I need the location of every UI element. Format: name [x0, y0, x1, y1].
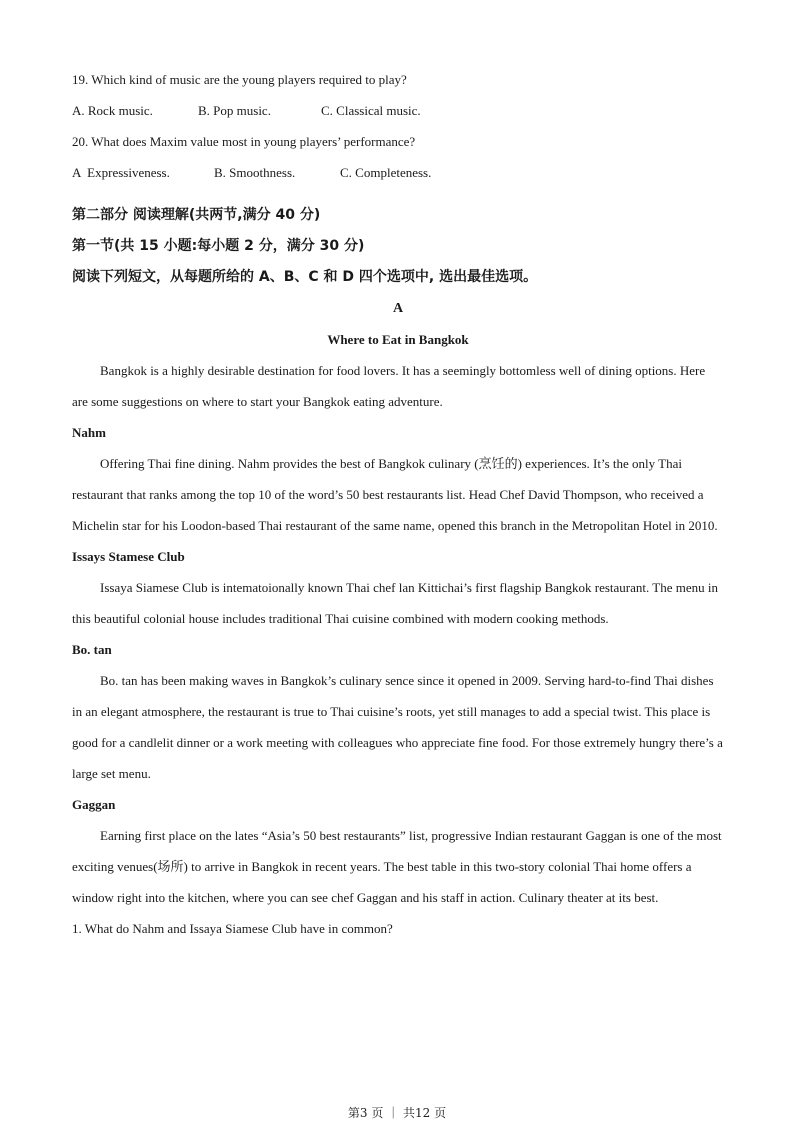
question-19-stem: 19. Which kind of music are the young players required to play?	[72, 72, 407, 87]
restaurant-text-gaggan: Earning first place on the lates “Asia’s 50 best restaurants” list, progressive Indian restaurant Gaggan is one of the most exciting venues(场所) to arrive in Bangkok in recent years. The best table in this two-story colonial Thai home offers a window right into the kitchen, where you can see chef Gaggan and his staff in action. Culinary theater at its best.	[72, 828, 722, 905]
question-20-options	[72, 157, 724, 188]
question-20-stem: 20. What does Maxim value most in young players’ performance?	[72, 134, 416, 149]
option-a: A Expressiveness.	[72, 165, 170, 180]
option-a: A. Rock music.	[72, 103, 153, 118]
exam-page	[72, 64, 724, 944]
restaurant-name-nahm: Nahm	[72, 425, 106, 440]
option-b: B. Smoothness.	[214, 165, 296, 180]
page-footer: 第3 页 ｜ 共12 页	[347, 1106, 447, 1120]
option-b: B. Pop music.	[198, 103, 271, 118]
restaurant-text-nahm: Offering Thai fine dining. Nahm provides the best of Bangkok culinary (烹饪的) experiences. It’s the only Thai restaurant that ranks among the top 10 of the word’s 50 best restaurants list. Head Chef David Thompson, who received a Michelin star for his Loodon-based Thai restaurant of the same name, opened this branch in the Metropolitan Hotel in 2010.	[72, 456, 718, 533]
restaurant-text-issaya: Issaya Siamese Club is intematoionally known Thai chef lan Kittichai’s first flagship Bangkok restaurant. The menu in this beautiful colonial house includes traditional Thai cuisine combined with modern cooking methods.	[72, 580, 718, 626]
option-c: C. Classical music.	[321, 103, 421, 118]
question-19-options	[72, 95, 724, 126]
passage-title: Where to Eat in Bangkok	[327, 332, 469, 347]
question-1-stem: 1. What do Nahm and Issaya Siamese Club have in common?	[72, 921, 393, 936]
section-subpart-heading: 第一节(共 15 小题:每小题 2 分，满分 30 分)	[72, 238, 365, 254]
restaurant-name-botan: Bo. tan	[72, 642, 112, 657]
restaurant-name-issaya: Issays Stamese Club	[72, 549, 185, 564]
option-c: C. Completeness.	[340, 165, 432, 180]
passage-label: A	[392, 301, 404, 316]
restaurant-text-botan: Bo. tan has been making waves in Bangkok’s culinary sence since it opened in 2009. Serving hard-to-find Thai dishes in an elegant atmosphere, the restaurant is true to Thai cuisine’s roots, yet still manages to add a special twist. This place is good for a candlelit dinner or a work meeting with colleagues who appreciate fine food. For those extremely hungry there’s a large set menu.	[72, 673, 723, 781]
restaurant-name-gaggan: Gaggan	[72, 797, 116, 812]
section-instruction: 阅读下列短文，从每题所给的 A、B、C 和 D 四个选项中, 选出最佳选项。	[72, 269, 538, 285]
section-part-heading: 第二部分 阅读理解(共两节,满分 40 分)	[72, 207, 321, 223]
passage-intro: Bangkok is a highly desirable destination for food lovers. It has a seemingly bottomless well of dining options. Here are some suggestions on where to start your Bangkok eating adventure.	[72, 363, 706, 409]
